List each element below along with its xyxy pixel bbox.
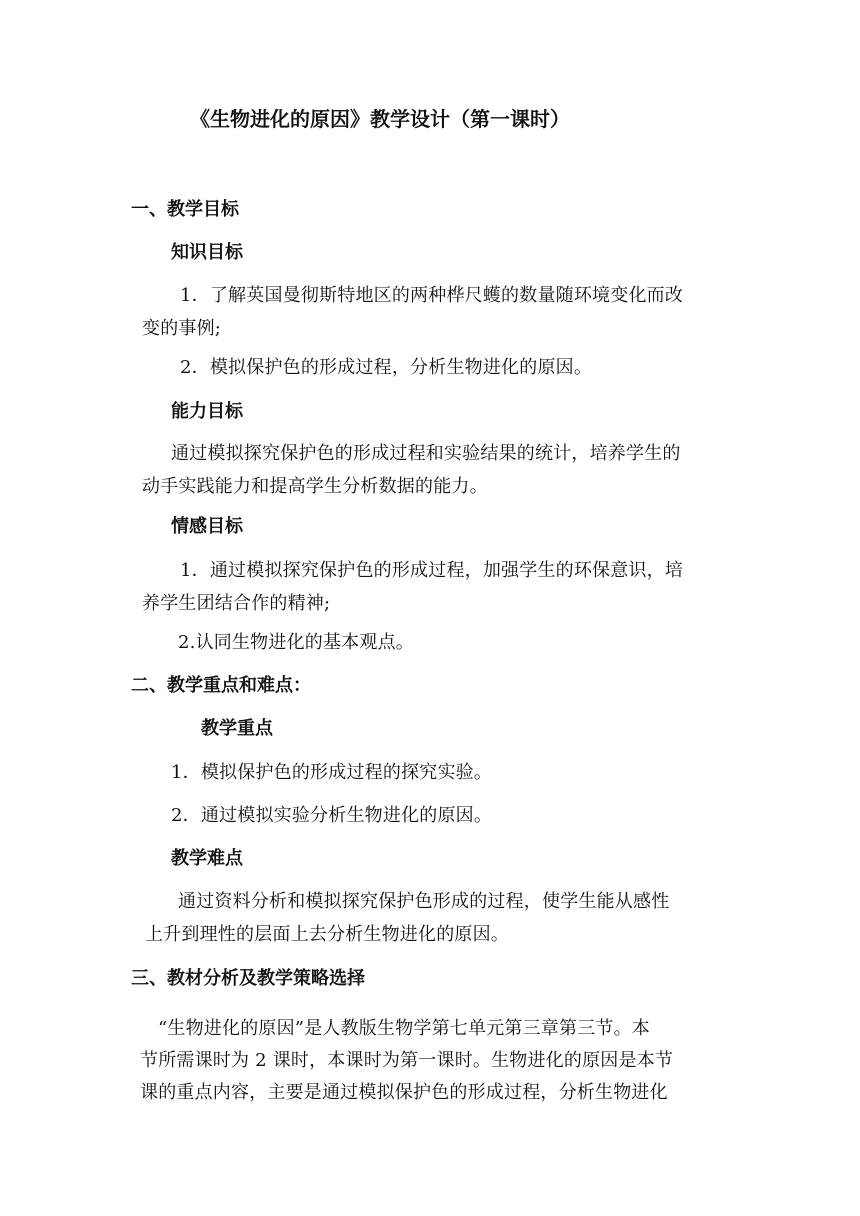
section-1-heading: 一、教学目标 bbox=[131, 199, 239, 220]
knowledge-item-1-line-1: 1．了解英国曼彻斯特地区的两种桦尺蠖的数量随环境变化而改 bbox=[180, 285, 684, 306]
section-2-heading: 二、教学重点和难点： bbox=[131, 675, 311, 696]
ability-line-1: 通过模拟探究保护色的形成过程和实验结果的统计，培养学生的 bbox=[171, 443, 681, 464]
document-title: 《生物进化的原因》教学设计（第一课时） bbox=[190, 107, 570, 131]
section-3-line-1: “生物进化的原因”是人教版生物学第七单元第三章第三节。本 bbox=[158, 1018, 651, 1039]
section-3-line-2: 节所需课时为 2 课时，本课时为第一课时。生物进化的原因是本节 bbox=[140, 1050, 674, 1071]
knowledge-item-1-line-2: 变的事例; bbox=[142, 318, 222, 339]
ability-line-2: 动手实践能力和提高学生分析数据的能力。 bbox=[142, 476, 488, 497]
difficulty-line-2: 上升到理性的层面上去分析生物进化的原因。 bbox=[145, 924, 509, 945]
emotion-item-1-line-1: 1．通过模拟探究保护色的形成过程，加强学生的环保意识，培 bbox=[180, 560, 684, 581]
ability-goal-label: 能力目标 bbox=[171, 401, 243, 422]
knowledge-item-2: 2．模拟保护色的形成过程，分析生物进化的原因。 bbox=[180, 357, 593, 378]
emotion-item-2: 2.认同生物进化的基本观点。 bbox=[178, 632, 414, 653]
emotion-item-1-line-2: 养学生团结合作的精神; bbox=[142, 593, 331, 614]
section-3-heading: 三、教材分析及教学策略选择 bbox=[131, 968, 365, 989]
difficulty-label: 教学难点 bbox=[171, 848, 243, 869]
difficulty-line-1: 通过资料分析和模拟探究保护色形成的过程，使学生能从感性 bbox=[178, 891, 670, 912]
knowledge-goal-label: 知识目标 bbox=[171, 242, 243, 263]
section-3-line-3: 课的重点内容，主要是通过模拟保护色的形成过程，分析生物进化 bbox=[140, 1082, 668, 1103]
key-point-item-2: 2．通过模拟实验分析生物进化的原因。 bbox=[171, 805, 493, 826]
key-point-label: 教学重点 bbox=[201, 718, 273, 739]
emotion-goal-label: 情感目标 bbox=[171, 516, 243, 537]
key-point-item-1: 1．模拟保护色的形成过程的探究实验。 bbox=[171, 762, 493, 783]
